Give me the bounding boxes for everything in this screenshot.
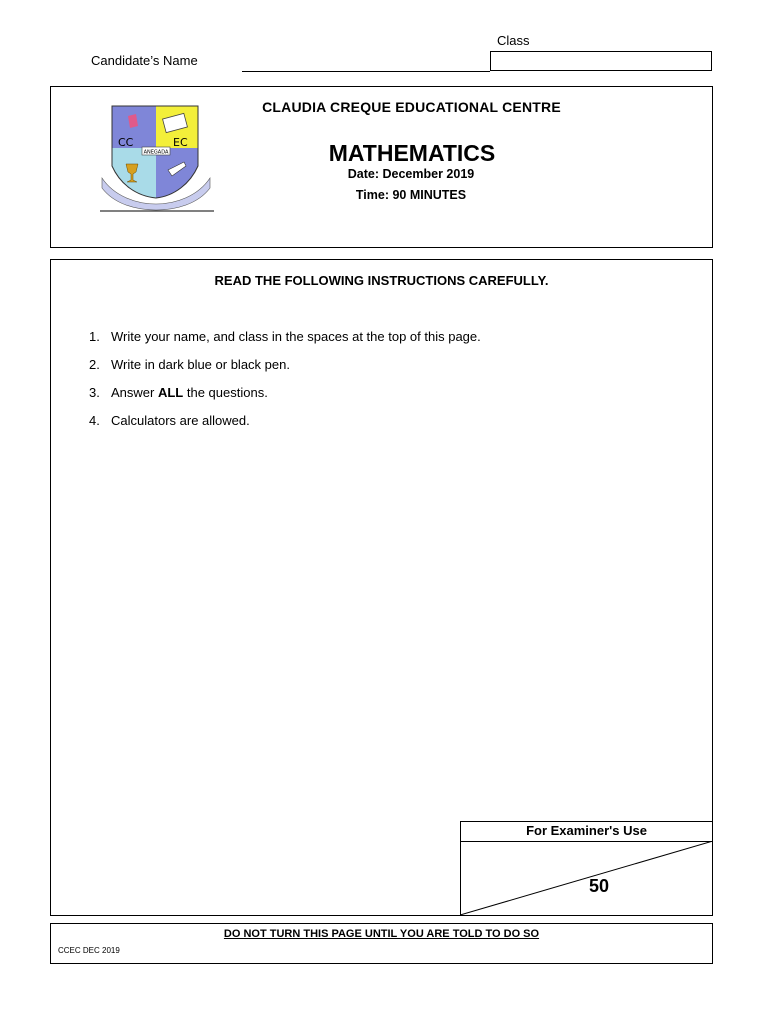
instructions-heading: READ THE FOLLOWING INSTRUCTIONS CAREFULLY. [214,273,549,288]
footer-warning: DO NOT TURN THIS PAGE UNTIL YOU ARE TOLD TO DO SO [223,928,540,940]
instruction-number: 3. [89,385,100,400]
svg-text:CC: CC [118,136,134,149]
total-marks: 50 [589,876,610,896]
instruction-number: 1. [89,329,100,344]
examiner-use-heading: For Examiner's Use [460,821,713,842]
instruction-number: 4. [89,413,100,428]
instruction-text: Write your name, and class in the spaces at the top of this page. [111,329,481,344]
instruction-item [89,329,481,344]
instruction-item [89,357,290,372]
instruction-item [89,413,250,428]
svg-text:ANEGADA: ANEGADA [143,149,169,156]
school-name: CLAUDIA CREQUE EDUCATIONAL CENTRE [262,99,561,115]
instruction-text-bold: ALL [157,385,184,400]
svg-text:EC: EC [173,136,188,149]
class-label: Class [497,33,530,48]
exam-time: Time: 90 MINUTES [355,188,467,202]
instruction-text: Calculators are allowed. [111,413,250,428]
instruction-text-pre: Answer [111,385,158,400]
instruction-text: Write in dark blue or black pen. [111,357,290,372]
instruction-text-post: the questions. [183,385,268,400]
candidate-name-label: Candidate’s Name [91,53,198,68]
footer-code: CCEC DEC 2019 [58,946,120,955]
instruction-number: 2. [89,357,100,372]
subject-title: MATHEMATICS [328,140,496,166]
class-field[interactable] [490,51,712,71]
instruction-item [89,385,268,400]
candidate-name-field[interactable] [242,71,490,72]
exam-date: Date: December 2019 [347,167,475,181]
score-diagonal-divider [460,841,713,916]
